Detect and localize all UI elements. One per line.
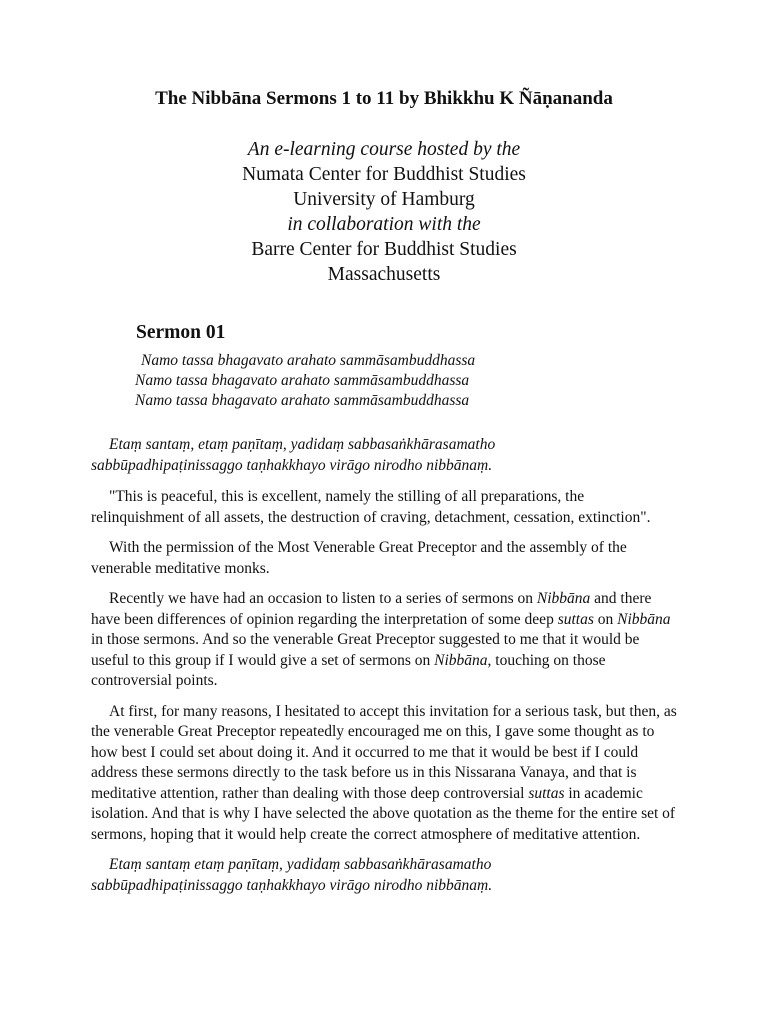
text-run: At first, for many reasons, I hesitated to accept this invitation for a serious task, but then, as the venerable Great Preceptor repeatedly encouraged me on this, I gave some thought as to how best I could set about doing it. And it occurred to me that it would be best if I could address these sermons directly to the task before us in this Nissarana Vanaya, and that is meditative attention, rather than dealing with those deep controversial [91,702,677,802]
text-run: on [593,610,618,628]
sermon-body [91,435,679,896]
pali-term: Nibbāna [617,610,671,628]
pali-line: sabbūpadhipaṭinissaggo taṇhakkhayo virāgo nirodho nibbānaṃ. [91,876,493,894]
recently-paragraph [91,589,679,692]
course-line: in collaboration with the [287,214,481,235]
course-line: University of Hamburg [293,189,475,210]
pali-line: sabbūpadhipaṭinissaggo taṇhakkhayo virāgo nirodho nibbānaṃ. [91,456,493,474]
homage-line: Namo tassa bhagavato arahato sammāsambuddhassa [141,352,476,369]
permission-paragraph: With the permission of the Most Venerable Great Preceptor and the assembly of the venerable meditative monks. [91,539,627,577]
document-title: The Nibbāna Sermons 1 to 11 by Bhikkhu K Ñāṇananda [155,88,613,109]
at-first-paragraph [91,702,679,846]
pali-term: suttas [528,784,565,802]
pali-quote-repeat [91,855,679,896]
course-line: Barre Center for Buddhist Studies [251,239,517,260]
text-run: in academic isolation. And that is why I have selected the above quotation as the theme for the entire set of sermons, hoping that it would help create the correct atmosphere of meditative attention. [91,784,676,843]
course-info [80,137,688,287]
text-run: Recently we have had an occasion to listen to a series of sermons on [109,590,537,607]
homage-line: Namo tassa bhagavato arahato sammāsambuddhassa [135,392,470,409]
course-line: An e-learning course hosted by the [247,139,521,160]
pali-term: Nibbāna [536,590,591,607]
pali-line: Etaṃ santaṃ etaṃ paṇītaṃ, yadidaṃ sabbasaṅkhārasamatho [109,856,492,873]
text-run: in those sermons. And so the venerable Great Preceptor suggested to me that it would be useful to this group if I would give a set of sermons on [91,631,640,669]
pali-line: Etaṃ santaṃ, etaṃ paṇītaṃ, yadidaṃ sabbasaṅkhārasamatho [109,436,496,453]
text-run: , touching on those controversial points. [91,651,606,689]
pali-term: suttas [557,610,594,628]
course-line: Numata Center for Buddhist Studies [242,164,526,185]
translation-paragraph: "This is peaceful, this is excellent, namely the stilling of all preparations, the relinquishment of all assets, the destruction of craving, detachment, cessation, extinction". [91,488,651,526]
pali-quote [91,435,679,476]
homage-verses [135,351,475,411]
pali-term: Nibbāna [434,651,488,669]
homage-line: Namo tassa bhagavato arahato sammāsambuddhassa [135,372,470,389]
course-line: Massachusetts [327,264,441,285]
sermon-heading: Sermon 01 [136,322,226,343]
text-run: and there have been differences of opinion regarding the interpretation of some deep [91,590,652,628]
